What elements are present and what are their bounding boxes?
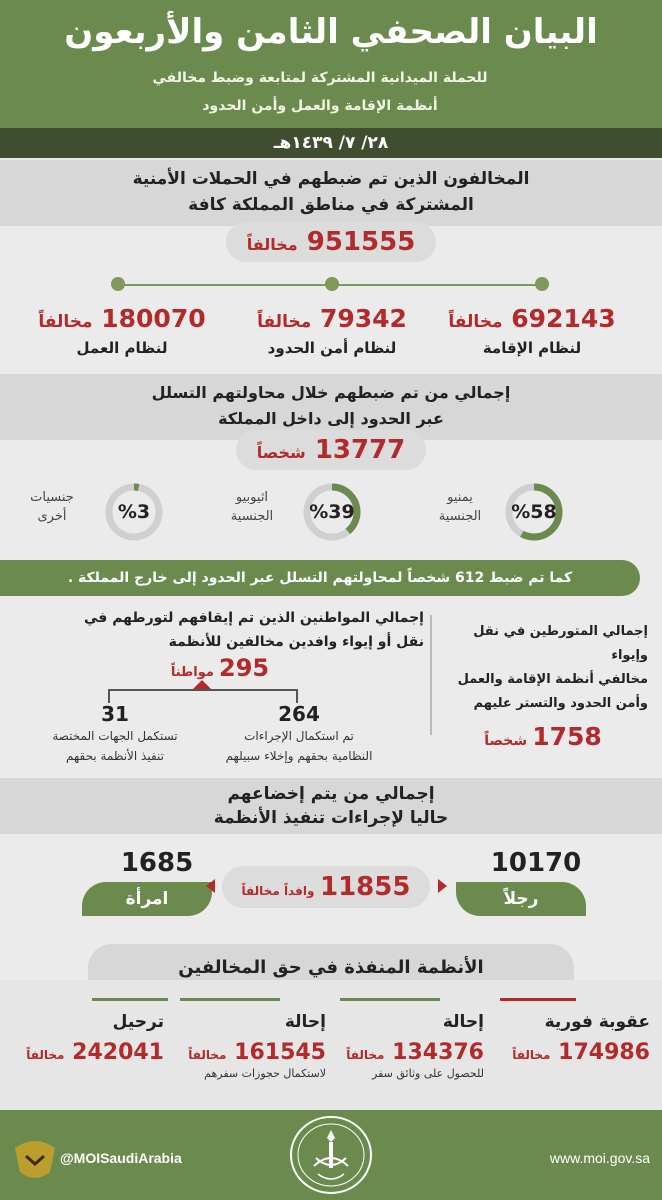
social-handle-text: MOISaudiArabia [73, 1150, 182, 1166]
system-number: 174986 [558, 1040, 650, 1065]
subtitle-line-2: أنظمة الإقامة والعمل وأمن الحدود [202, 98, 438, 114]
system-unit: مخالفاً [346, 1048, 385, 1062]
system-title: إحالة [284, 1012, 326, 1032]
violators-heading-line-2: المشتركة في مناطق المملكة كافة [188, 195, 474, 215]
stat-border-security [232, 304, 432, 357]
violators-total-unit: مخالفاً [246, 235, 298, 254]
branch-line-2: تنفيذ الأنظمة بحقهم [66, 749, 164, 763]
vertical-divider [430, 615, 432, 735]
system-note: للحصول على وثائق سفر [372, 1067, 484, 1080]
system-underline [92, 998, 168, 1001]
system-underline [340, 998, 440, 1001]
citizens-block [24, 606, 424, 654]
citizens-line-2: نقل أو إيواء وافدين مخالفين للأنظمة [168, 634, 424, 650]
involved-number: 1758 [532, 722, 602, 751]
nationality-label-line-1: جنسيات [30, 490, 74, 505]
infiltration-heading-line-1: إجمالي من تم ضبطهم خلال محاولتهم التسلل [151, 383, 511, 402]
nationality-label-line-2: الجنسية [230, 509, 274, 524]
women-number: 1685 [120, 848, 194, 878]
infiltration-heading-line-2: عبر الحدود إلى داخل المملكة [218, 409, 444, 428]
nationality-yemeni [430, 478, 630, 548]
date-band: ٢٨/ ٧/ ١٤٣٩هـ [0, 128, 662, 158]
nationality-other [20, 478, 220, 548]
nationality-percent: %39 [309, 501, 355, 523]
header-banner [0, 0, 662, 128]
procedures-heading [0, 778, 662, 834]
system-underline [180, 998, 280, 1001]
procedures-total-number: 11855 [320, 872, 411, 902]
men-number: 10170 [490, 848, 582, 878]
system-title: ترحيل [112, 1012, 164, 1032]
infiltration-total-number: 13777 [314, 435, 406, 465]
procedures-total-unit: وافداً مخالفاً [241, 884, 315, 898]
violators-total-pill [226, 222, 436, 262]
stat-unit: مخالفاً [257, 312, 312, 332]
branch-number: 31 [101, 702, 129, 726]
right-arrow-marker [438, 879, 447, 893]
branch-arrow [193, 680, 211, 689]
branch-line [108, 689, 110, 703]
system-unit: مخالفاً [188, 1048, 227, 1062]
stat-unit: مخالفاً [448, 312, 503, 332]
violators-heading-line-1: المخالفون الذين تم ضبطهم في الحملات الأمنية [132, 169, 530, 189]
branch-completed [210, 702, 388, 766]
system-title: إحالة [442, 1012, 484, 1032]
left-arrow-marker [206, 879, 215, 893]
nationality-label-line-1: يمنيو [447, 490, 473, 505]
ministry-emblem-icon [286, 1114, 376, 1196]
footer-bar [0, 1110, 662, 1200]
stat-number: 79342 [319, 304, 407, 333]
system-unit: مخالفاً [512, 1048, 551, 1062]
system-number: 161545 [234, 1040, 326, 1065]
system-title: عقوبة فورية [544, 1012, 650, 1032]
men-tag: رجلاً [456, 882, 586, 916]
system-immediate-penalty [492, 1012, 650, 1065]
infiltration-total-unit: شخصاً [256, 443, 306, 462]
branch-line-1: تم استكمال الإجراءات [244, 729, 354, 743]
involved-total-block [438, 620, 648, 751]
system-referral-booking [172, 1012, 326, 1080]
involved-line-1: إجمالي المتورطين في نقل وإيواء [473, 624, 648, 663]
nationality-ethiopian [222, 478, 422, 548]
stat-label: لنظام العمل [76, 339, 168, 357]
system-deportation [14, 1012, 164, 1065]
system-note: لاستكمال حجوزات سفرهم [204, 1067, 326, 1080]
connector-dot [325, 277, 339, 291]
branch-line [296, 689, 298, 703]
system-number: 134376 [392, 1040, 484, 1065]
involved-line-3: وأمن الحدود والتستر عليهم [473, 696, 648, 711]
system-number: 242041 [72, 1040, 164, 1065]
systems-heading: الأنظمة المنفذة في حق المخالفين [88, 944, 574, 992]
stat-label: لنظام الإقامة [482, 339, 582, 357]
violators-total-number: 951555 [306, 227, 416, 257]
citizens-unit: مواطناً [170, 665, 214, 680]
stat-label: لنظام أمن الحدود [267, 339, 397, 357]
connector-dot [111, 277, 125, 291]
citizens-number: 295 [219, 654, 270, 682]
citizens-total [150, 654, 290, 682]
infiltration-total-pill [236, 430, 426, 470]
violators-heading [0, 160, 662, 226]
at-icon: @ [60, 1150, 74, 1166]
nationality-percent: %3 [117, 501, 151, 523]
branch-line [108, 689, 298, 691]
forum-watermark-logo [10, 1134, 60, 1184]
system-referral-documents [334, 1012, 484, 1080]
involved-unit: شخصاً [484, 733, 528, 749]
website-link[interactable]: www.moi.gov.sa [549, 1150, 650, 1166]
social-handle[interactable] [60, 1150, 190, 1166]
nationality-percent: %58 [511, 501, 557, 523]
stat-number: 692143 [511, 304, 616, 333]
connector-dot [535, 277, 549, 291]
branch-line-1: تستكمل الجهات المختصة [52, 729, 178, 743]
women-tag: امرأة [82, 882, 212, 916]
system-underline [500, 998, 576, 1001]
page-title: البيان الصحفي الثامن والأربعون [64, 12, 598, 52]
nationality-label-line-1: اثيوبيو [235, 490, 269, 505]
branch-line-2: النظامية بحقهم وإخلاء سبيلهم [225, 749, 373, 763]
subtitle-line-1: للحملة الميدانية المشتركة لمتابعة وضبط مخالفي [152, 70, 488, 86]
branch-number: 264 [278, 702, 320, 726]
stat-number: 180070 [101, 304, 206, 333]
nationality-ring [302, 482, 362, 542]
citizens-line-1: إجمالي المواطنين الذين تم إيقافهم لتورطهم في [84, 610, 424, 626]
nationality-label-line-2: الجنسية [438, 509, 482, 524]
nationality-ring [104, 482, 164, 542]
procedures-heading-line-2: حاليا لإجراءات تنفيذ الأنظمة [213, 808, 449, 828]
stat-labor [22, 304, 222, 357]
nationality-ring [504, 482, 564, 542]
outgoing-infiltration-banner: كما تم ضبط 612 شخصاً لمحاولتهم التسلل عبر الحدود إلى خارج المملكة . [0, 560, 640, 596]
procedures-total-pill [222, 866, 430, 908]
branch-pending [30, 702, 200, 766]
stat-residence [432, 304, 632, 357]
system-unit: مخالفاً [26, 1048, 65, 1062]
nationality-label-line-2: أخرى [37, 509, 67, 524]
involved-line-2: مخالفي أنظمة الإقامة والعمل [457, 672, 648, 687]
procedures-heading-line-1: إجمالي من يتم إخضاعهم [227, 784, 435, 804]
stat-unit: مخالفاً [38, 312, 93, 332]
